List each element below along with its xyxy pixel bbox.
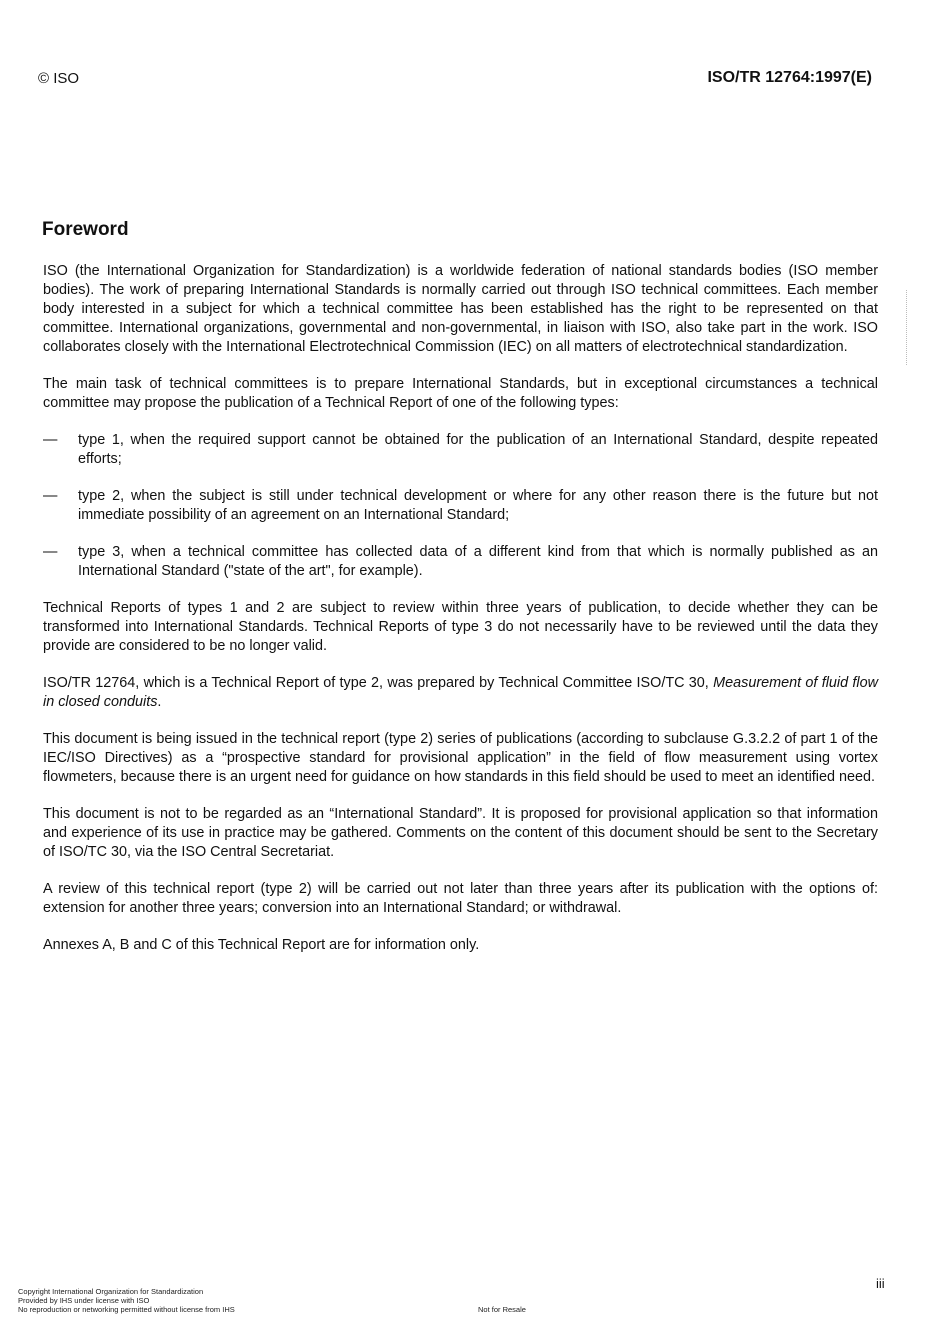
footer-line-copyright: Copyright International Organization for Standardization [18,1287,204,1296]
header-copyright: © ISO [38,70,80,87]
list-item-type-3 [43,543,878,581]
footer-not-for-resale: Not for Resale [478,1305,526,1314]
margin-mark [906,290,908,365]
paragraph-iso-intro: ISO (the International Organization for Standardization) is a worldwide federation of national standards bodies (ISO member bodies). The work of preparing International Standards is normally carried out through ISO technical committees. Each member body interested in a subject for which a technical committee has been established has the right to be represented on that committee. International organizations, governmental and non-governmental, in liaison with ISO, also take part in the work. ISO collaborates closely with the International Electrotechnical Commission (IEC) on all matters of electrotechnical standardization. [43,263,878,355]
page-title: Foreword [42,219,129,240]
list-dash: — [43,432,58,448]
page-number: iii [876,1276,885,1291]
committee-title: Measurement of fluid flow in closed conduits [43,675,879,710]
footer-license [18,1287,235,1314]
paragraph-review-options: A review of this technical report (type 2) will be carried out not later than three years after its publication with the options of: extension for another three years; conversion into an International Standard; or withdrawal. [43,881,878,916]
prepared-by-suffix: . [157,694,162,710]
prepared-by-text: ISO/TR 12764, which is a Technical Report of type 2, was prepared by Technical Committee ISO/TC 30, [43,675,714,691]
foreword-body [43,262,878,973]
list-item-type-2 [43,487,878,525]
header-document-id: ISO/TR 12764:1997(E) [707,69,872,86]
footer-line-provided: Provided by IHS under license with ISO [18,1296,150,1305]
paragraph-review-types: Technical Reports of types 1 and 2 are subject to review within three years of publication, to decide whether they can be transformed into International Standards. Technical Reports of type 3 do not necessarily have to be reviewed until the data they provide are considered to be no longer valid. [43,600,878,654]
footer-line-reproduction: No reproduction or networking permitted without license from IHS [18,1305,235,1314]
paragraph-prospective-standard: This document is being issued in the technical report (type 2) series of publications (according to subclause G.3.2.2 of part 1 of the IEC/ISO Directives) as a “prospective standard for provisional application” in the field of flow measurement using vortex flowmeters, because there is an urgent need for guidance on how standards in this field should be used to meet an identified need. [43,731,878,785]
list-dash: — [43,544,58,560]
list-item-type-1 [43,431,878,469]
list-item-text: type 1, when the required support cannot be obtained for the publication of an International Standard, despite repeated efforts; [78,432,878,467]
paragraph-not-international-standard: This document is not to be regarded as an “International Standard”. It is proposed for provisional application so that information and experience of its use in practice may be gathered. Comments on the content of this document should be sent to the Secretary of ISO/TC 30, via the ISO Central Secretariat. [43,806,878,860]
paragraph-prepared-by [43,674,878,712]
list-item-text: type 3, when a technical committee has collected data of a different kind from that which is normally published as an International Standard ("state of the art", for example). [78,544,878,579]
list-dash: — [43,488,58,504]
list-item-text: type 2, when the subject is still under technical development or where for any other reason there is the future but not immediate possibility of an agreement on an International Standard; [78,488,878,523]
paragraph-main-task: The main task of technical committees is to prepare International Standards, but in exceptional circumstances a technical committee may propose the publication of a Technical Report of one of the following types: [43,376,878,411]
paragraph-annexes: Annexes A, B and C of this Technical Report are for information only. [43,937,480,953]
